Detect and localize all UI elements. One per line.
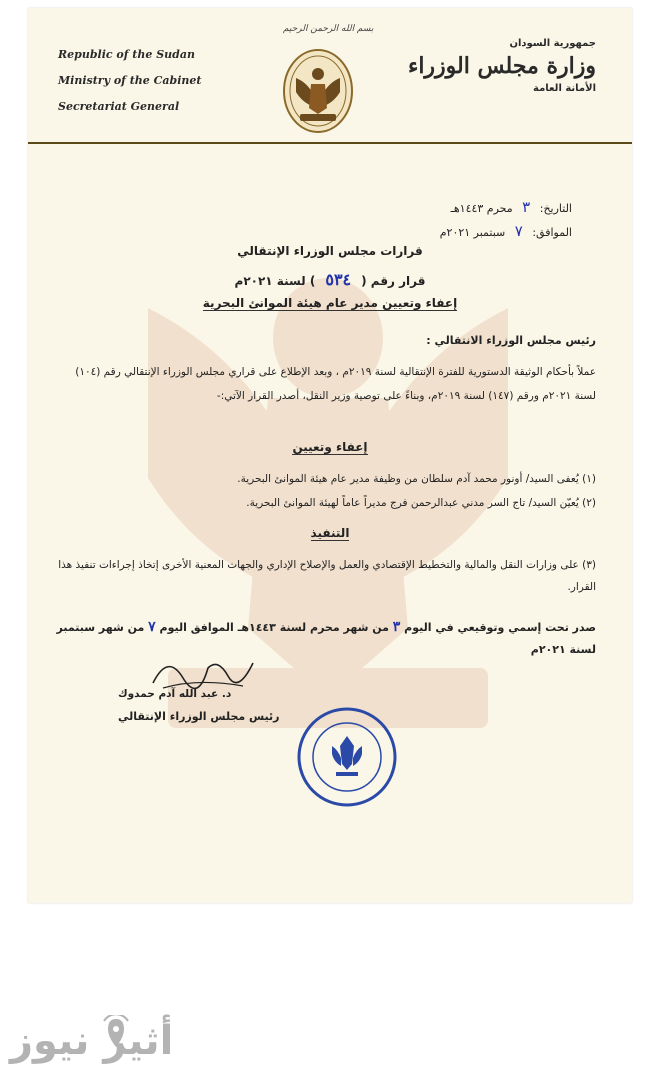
section-execution-title-text: التنفيذ: [310, 526, 350, 540]
english-header: [58, 42, 201, 120]
signer-title: رئيس مجلس الوزراء الإنتقالي: [118, 710, 280, 723]
addressee: رئيس مجلس الوزراء الانتقالي :: [426, 334, 596, 347]
official-stamp: [296, 706, 398, 808]
issued-pre: صدر تحت إسمي وتوقيعي في اليوم: [404, 621, 596, 634]
decision-number-pre: قرار رقم (: [361, 274, 426, 288]
issued-post: من شهر سبتمبر لسنة ٢٠٢١م: [56, 621, 596, 656]
issued-day: ٣: [392, 619, 401, 635]
section-dismissal-title-text: إعفاء وتعيين: [292, 440, 368, 454]
brand-logo-text: أثير نيوز: [10, 1018, 174, 1064]
date-label: التاريخ:: [539, 202, 572, 215]
corresponding-date-line: [440, 222, 572, 240]
item-1: (١) يُعفى السيد/ أونور محمد آدم سلطان من وظيفة مدير عام هيئة الموانئ البحرية.: [237, 473, 596, 485]
corr-rest: سبتمبر ٢٠٢١م: [439, 226, 506, 239]
signer-name: د. عبد الله آدم حمدوك: [118, 688, 232, 700]
header-republic-ar: جمهورية السودان: [509, 38, 596, 49]
header-secretariat-ar: الأمانة العامة: [533, 83, 596, 94]
decision-number-post: ) لسنة ٢٠٢١م: [234, 274, 316, 288]
document-page: [28, 8, 632, 903]
decision-number-line: [28, 270, 632, 289]
bismillah: بسم الله الرحمن الرحيم: [283, 24, 374, 34]
date-line: [451, 198, 572, 216]
decision-subject: [28, 296, 632, 310]
item-3: (٣) على وزارات النقل والمالية والتخطيط الإقتصادي والعمل والإصلاح الإداري والجهات المعنية الأخرى إتخاذ إجراءات تنفيذ هذا القرار.: [58, 559, 596, 593]
section-execution-title: [28, 526, 632, 540]
date-day: ٣: [522, 198, 531, 216]
date-rest: محرم ١٤٤٣هـ: [450, 202, 513, 215]
sudan-emblem-icon: [282, 48, 354, 134]
intro-paragraph: عملاً بأحكام الوثيقة الدستورية للفترة الإنتقالية لسنة ٢٠١٩م ، وبعد الإطلاع على قراري مجلس الوزراء الإنتقالي رقم (١٠٤) لسنة ٢٠٢١م ورقم (١٤٧) لسنة ٢٠١٩م، وبناءً على توصية وزير النقل، أصدر القرار الآتي:-: [75, 366, 596, 402]
arabic-header: [408, 38, 596, 94]
decisions-heading: قرارات مجلس الوزراء الإنتقالي: [237, 244, 423, 258]
item-2: (٢) يُعيّن السيد/ تاج السر مدني عبدالرحمن فرج مديراً عاماً لهيئة الموانئ البحرية.: [246, 497, 596, 509]
header-ministry-ar: وزارة مجلس الوزراء: [407, 53, 596, 79]
decision-number: ٥٣٤: [325, 270, 352, 289]
issued-day2: ٧: [148, 619, 156, 635]
header-republic-en: Republic of the Sudan: [58, 48, 195, 61]
header-secretariat-en: Secretariat General: [58, 100, 180, 113]
section-dismissal-title: [28, 440, 632, 454]
header-ministry-en: Ministry of the Cabinet: [58, 74, 202, 87]
issued-mid: من شهر محرم لسنة ١٤٤٣هـ الموافق اليوم: [159, 621, 389, 634]
corr-day: ٧: [514, 222, 523, 240]
issuance-statement: [56, 616, 596, 661]
header-divider: [28, 142, 632, 144]
corr-label: الموافق:: [532, 226, 572, 239]
decision-subject-text: إعفاء وتعيين مدير عام هيئة الموانئ البحرية: [202, 296, 458, 310]
